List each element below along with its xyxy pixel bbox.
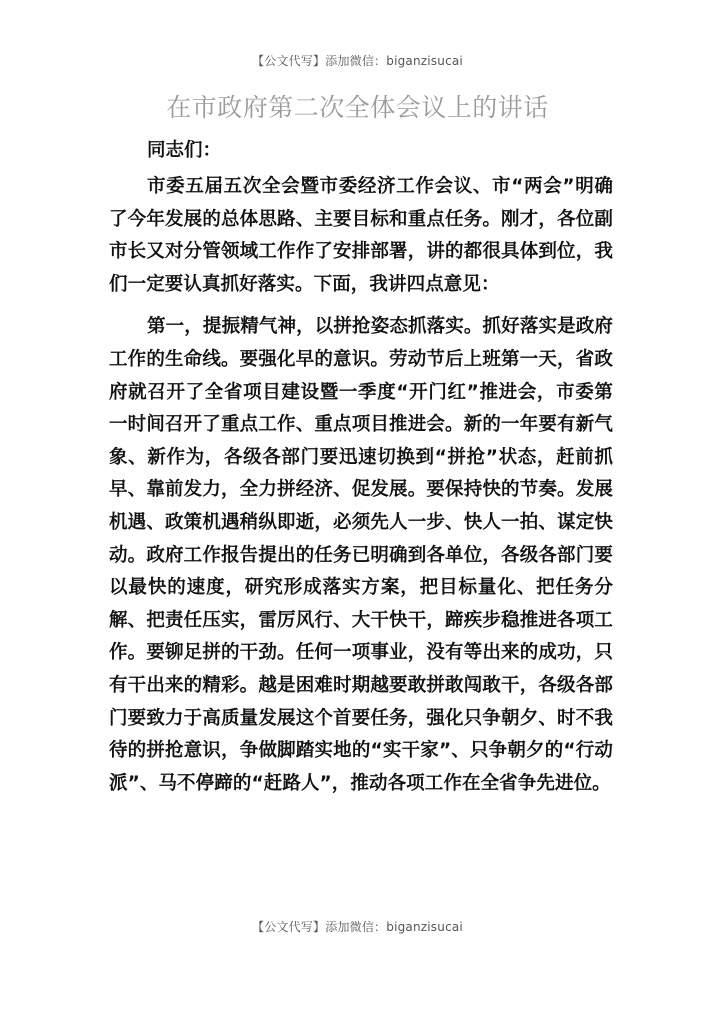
paragraph-first-point: 第一，提振精气神，以拼抢姿态抓落实。抓好落实是政府工作的生命线。要强化早的意识。劳动节后上班第一天，省政府就召开了全省项目建设暨一季度“开门红”推进会，市委第一时间召开了重点工作、重点项目推进会。新的一年要有新气象、新作为，各级各部门要迅速切换到“拼抢”状态，赶前抓早、靠前发力，全力拼经济、促发展。要保持快的节奏。发展机遇、政策机遇稍纵即逝，必须先人一步、快人一拍、谋定快动。政府工作报告提出的任务已明确到各单位，各级各部门要以最快的速度，研究形成落实方案，把目标量化、把任务分解、把责任压实，雷厉风行、大干快干，蹄疾步稳推进各项工作。要铆足拼的干劲。任何一项事业，没有等出来的成功，只有干出来的精彩。越是困难时期越要敢拼敢闯敢干，各级各部门要致力于高质量发展这个首要任务，强化只争朝夕、时不我待的拼抢意识，争做脚踏实地的“实干家”、只争朝夕的“行动派”、马不停蹄的“赶路人”，推动各项工作在全省争先进位。 <box>109 316 613 794</box>
footer-watermark-note: 【公文代写】添加微信：biganzisucai <box>252 920 463 934</box>
salutation: 同志们： <box>147 140 222 161</box>
paragraph-intro: 市委五届五次全会暨市委经济工作会议、市“两会”明确了今年发展的总体思路、主要目标和重点任务。刚才，各位副市长又对分管领域工作作了安排部署，讲的都很具体到位，我们一定要认真抓好落实。下面，我讲四点意见： <box>109 176 613 295</box>
header-watermark-note: 【公文代写】添加微信：biganzisucai <box>252 54 463 68</box>
document-body <box>109 171 613 810</box>
document-title: 在市政府第二次全体会议上的讲话 <box>166 93 549 122</box>
